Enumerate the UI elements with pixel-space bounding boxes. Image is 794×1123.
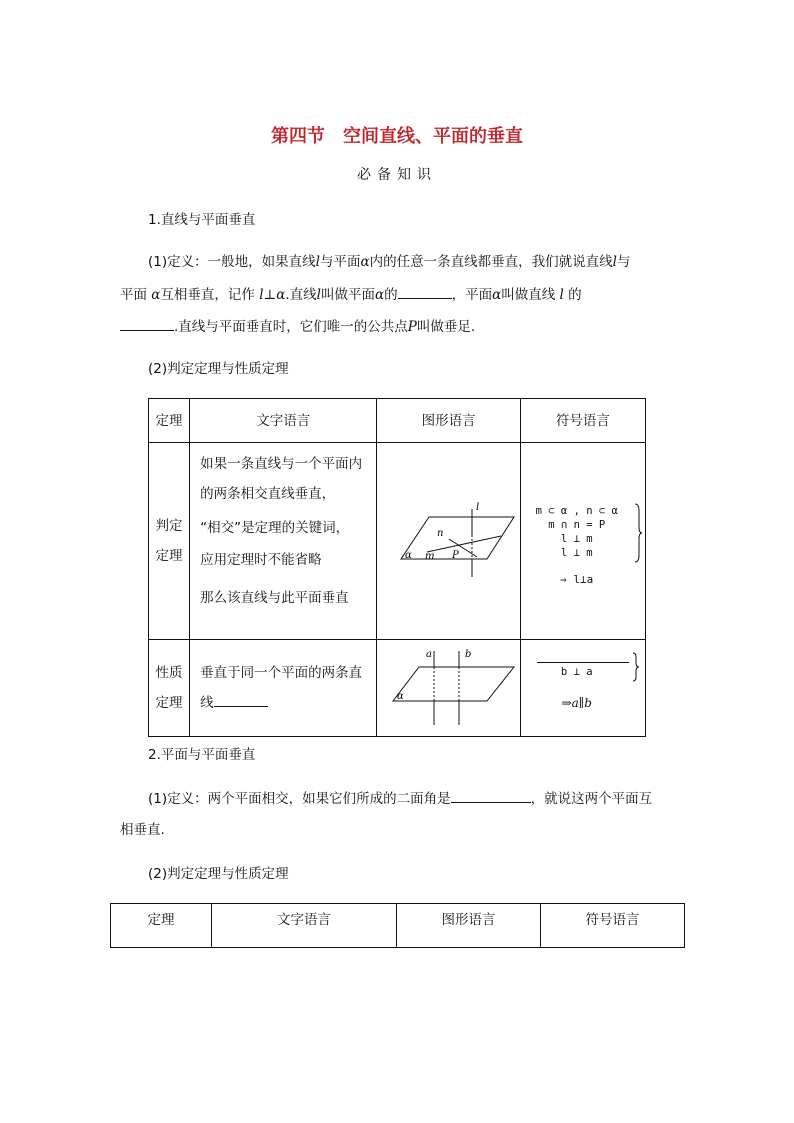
symbol-cell — [520, 443, 645, 640]
s2-def-line1 — [148, 788, 652, 809]
blank-line[interactable] — [537, 662, 629, 663]
table-row-property — [149, 640, 646, 737]
fig-label-n: n — [436, 528, 444, 539]
text-language-cell — [190, 443, 377, 640]
s1-def-line1 — [148, 252, 630, 272]
row-label — [149, 443, 190, 640]
th-text-lang: 文字语言 — [212, 904, 397, 948]
table-header-row — [111, 904, 685, 948]
line-plane-perp-figure — [379, 479, 519, 599]
table-header-row — [149, 399, 646, 443]
figure-cell — [377, 443, 520, 640]
text-language-cell — [190, 640, 377, 737]
label-line: 定理 — [155, 695, 183, 711]
fig-label-alpha: α — [404, 550, 412, 561]
text: 平面 — [120, 287, 147, 303]
text-line: 的两条相交直线垂直， — [200, 486, 336, 502]
sym-line: m ∩ n = P — [548, 519, 606, 531]
text-line: 应用定理时不能省略 — [200, 552, 322, 568]
var-l: l — [316, 287, 321, 303]
var-l: l — [559, 287, 564, 303]
text: (1)定义：两个平面相交，如果它们所成的二面角是 — [148, 791, 451, 807]
text: 叫做平面 — [320, 287, 375, 303]
th-symbol-lang: 符号语言 — [520, 399, 645, 443]
text: .直线与平面垂直时，它们唯一的公共点 — [174, 319, 408, 335]
text: (1)定义：一般地，如果直线 — [148, 254, 316, 270]
fig-label-a: a — [425, 649, 432, 660]
text-line: 垂直于同一个平面的两条直 — [200, 665, 363, 681]
figure-cell — [377, 640, 520, 737]
theorem-table-2 — [110, 903, 685, 948]
theorem-table-1 — [148, 398, 646, 737]
brace-icon — [631, 652, 641, 682]
row-label — [149, 640, 190, 737]
text: 互相垂直，记作 — [160, 287, 255, 303]
sym-line: l ⊥ m — [560, 533, 593, 545]
section1-heading: 1.直线与平面垂直 — [148, 212, 256, 228]
perp-notation: l⊥α — [259, 287, 286, 303]
s2-subheading: (2)判定定理与性质定理 — [148, 866, 289, 882]
s1-subheading: (2)判定定理与性质定理 — [148, 361, 289, 377]
th-figure-lang: 图形语言 — [377, 399, 520, 443]
text: 内的任意一条直线都垂直，我们就说直线 — [369, 254, 613, 270]
sym-line: m ⊂ α , n ⊂ α — [535, 505, 618, 517]
sym-line: b ⊥ a — [560, 666, 593, 678]
table-row-criterion — [149, 443, 646, 640]
text-line: 如果一条直线与一个平面内 — [200, 456, 363, 472]
label-line: 判定 — [155, 518, 183, 534]
sym-conclusion: ⇒ l⊥a — [560, 573, 594, 586]
var-P: P — [407, 319, 417, 335]
text: 与 — [616, 254, 631, 270]
section2-heading: 2.平面与平面垂直 — [148, 747, 256, 763]
fill-blank[interactable] — [451, 788, 531, 803]
th-symbol-lang: 符号语言 — [541, 904, 685, 948]
text-line: 线 — [200, 695, 214, 711]
text: 叫做直线 — [501, 287, 556, 303]
fig-label-m: m — [424, 551, 435, 562]
var-alpha: α — [374, 287, 385, 303]
fig-label-l: l — [475, 502, 479, 513]
text-line: “相交”是定理的关键词， — [200, 520, 350, 536]
text: ，就说这两个平面互 — [530, 791, 653, 807]
text: 与平面 — [319, 254, 361, 270]
text: 叫做垂足. — [416, 319, 476, 335]
s2-def-line2: 相垂直. — [120, 822, 165, 838]
var-alpha: α — [151, 287, 161, 303]
text: 的 — [568, 287, 582, 303]
s1-def-line2 — [120, 284, 582, 305]
th-theorem: 定理 — [149, 399, 190, 443]
text: ，平面 — [451, 287, 493, 303]
var-alpha: α — [360, 254, 370, 270]
var-l: l — [315, 254, 320, 270]
var-l: l — [612, 254, 617, 270]
page-title: 第四节 空间直线、平面的垂直 — [271, 126, 523, 147]
symbol-cell — [520, 640, 645, 737]
label-line: 性质 — [155, 665, 183, 681]
fill-blank[interactable] — [120, 316, 174, 331]
th-theorem: 定理 — [111, 904, 212, 948]
fill-blank[interactable] — [398, 284, 452, 299]
fig-label-P: P — [451, 550, 459, 561]
var-alpha: α — [492, 287, 502, 303]
th-figure-lang: 图形语言 — [397, 904, 541, 948]
parallel-lines-figure — [379, 641, 519, 731]
th-text-lang: 文字语言 — [190, 399, 377, 443]
fig-label-alpha: α — [396, 691, 404, 702]
fill-blank[interactable] — [214, 692, 268, 707]
text: .直线 — [285, 287, 317, 303]
sym-line: l ⊥ m — [560, 547, 593, 559]
fig-label-b: b — [464, 649, 471, 660]
text-line: 那么该直线与此平面垂直 — [200, 590, 349, 606]
sym-conclusion: ⇒a∥b — [561, 696, 592, 710]
brace-icon — [633, 503, 643, 563]
text: 的 — [384, 287, 398, 303]
s1-def-line3 — [120, 316, 475, 337]
section-subtitle: 必备知识 — [357, 167, 437, 183]
label-line: 定理 — [155, 548, 183, 564]
